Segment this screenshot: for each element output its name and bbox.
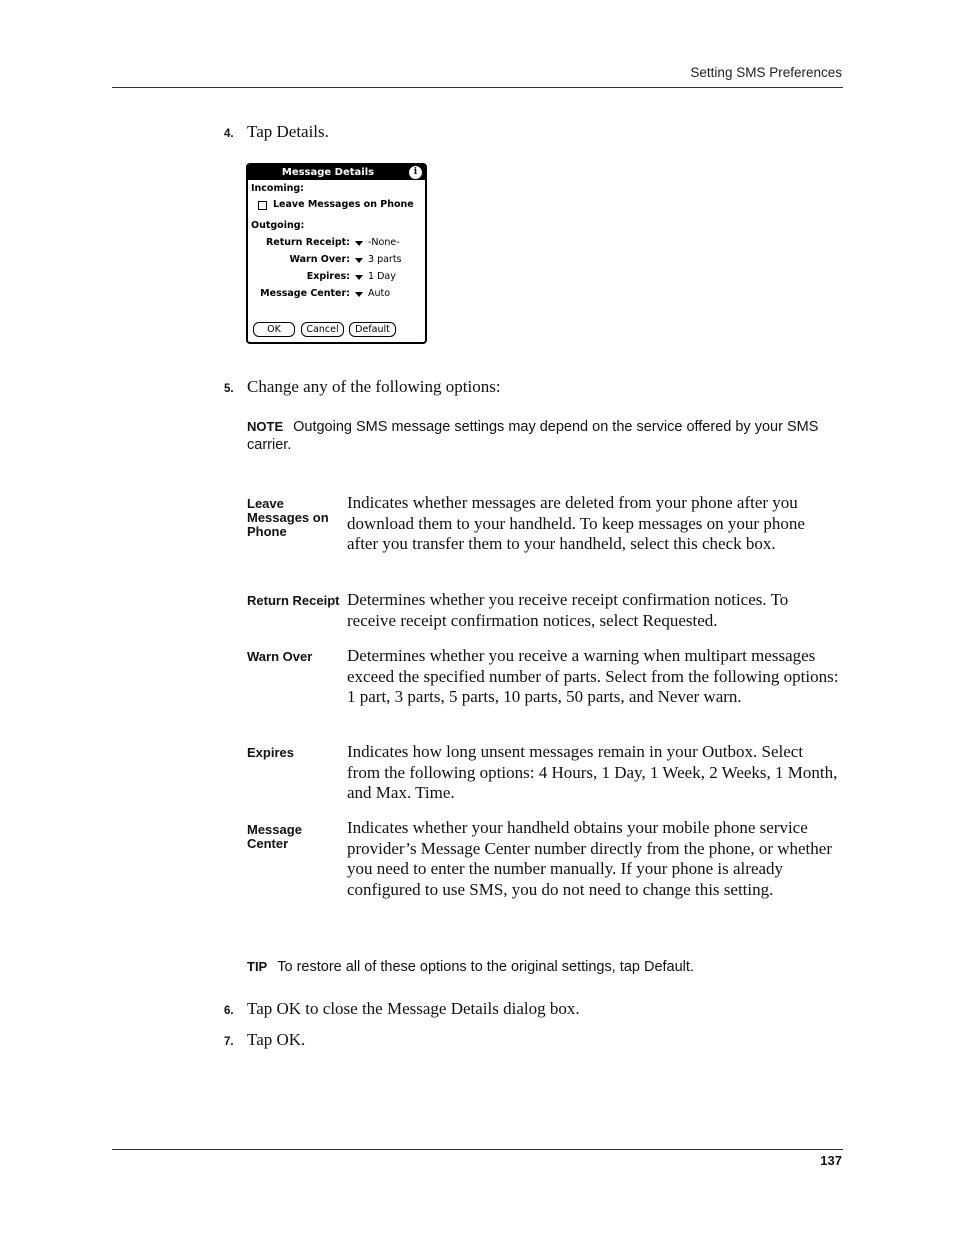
definition-description: Indicates how long unsent messages remain in your Outbox. Select from the following options: 4 Hours, 1 Day, 1 Week, 2 Weeks, 1 Month, and Max. Time. xyxy=(347,742,838,802)
expires-value[interactable]: 1 Day xyxy=(368,271,396,282)
definition-term: Leave Messages on Phone xyxy=(247,496,329,539)
step-number: 4. xyxy=(224,128,234,140)
tip-text: To restore all of these options to the original settings, tap Default. xyxy=(277,959,694,975)
definition-term: Message Center xyxy=(247,822,302,851)
expires-dropdown-arrow-icon[interactable] xyxy=(355,275,363,280)
return-receipt-label: Return Receipt: xyxy=(265,237,350,248)
step-7 xyxy=(224,1030,305,1050)
step-6 xyxy=(224,999,580,1019)
footer-rule xyxy=(112,1149,843,1150)
leave-messages-checkbox[interactable] xyxy=(258,201,267,210)
step-5 xyxy=(224,377,501,397)
definition-term: Expires xyxy=(247,745,294,760)
expires-label: Expires: xyxy=(306,271,350,282)
message-center-label: Message Center: xyxy=(260,288,350,299)
note-block xyxy=(247,418,837,454)
step-text: Change any of the following options: xyxy=(247,377,501,396)
dialog-title: Message Details xyxy=(281,167,375,178)
dialog-title-bar xyxy=(248,165,425,180)
running-header: Setting SMS Preferences xyxy=(690,65,842,80)
step-number: 5. xyxy=(224,383,234,395)
leave-messages-label[interactable]: Leave Messages on Phone xyxy=(273,199,414,210)
step-text: Tap OK to close the Message Details dialog box. xyxy=(247,999,580,1018)
default-button[interactable]: Default xyxy=(349,322,396,337)
header-rule xyxy=(112,87,843,88)
step-number: 7. xyxy=(224,1036,234,1048)
tip-block xyxy=(247,958,837,976)
outgoing-label: Outgoing: xyxy=(251,220,305,231)
definition-description: Indicates whether your handheld obtains your mobile phone service provider’s Message Center number directly from the phone, or whether you need to enter the number manually. If your phone is already configured to use SMS, you do not need to change this setting. xyxy=(347,818,832,899)
incoming-label: Incoming: xyxy=(251,183,304,194)
return-receipt-value[interactable]: -None- xyxy=(368,237,400,248)
ok-button[interactable]: OK xyxy=(253,322,295,337)
definition-description: Indicates whether messages are deleted from your phone after you download them to your handheld. To keep messages on your phone after you transfer them to your handheld, select this check box. xyxy=(347,493,805,553)
info-icon[interactable]: i xyxy=(409,166,422,179)
step-text: Tap OK. xyxy=(247,1030,306,1049)
step-text: Tap Details. xyxy=(247,122,329,141)
note-tag: NOTE xyxy=(247,419,284,434)
definition-term: Return Receipt xyxy=(247,593,340,608)
message-center-dropdown-arrow-icon[interactable] xyxy=(355,292,363,297)
warn-over-dropdown-arrow-icon[interactable] xyxy=(355,258,363,263)
message-center-value[interactable]: Auto xyxy=(368,288,391,299)
cancel-button[interactable]: Cancel xyxy=(301,322,344,337)
step-4 xyxy=(224,122,329,142)
definition-description: Determines whether you receive a warning when multipart messages exceed the specified number of parts. Select from the following options: 1 part, 3 parts, 5 parts, 10 parts, 50 parts, and Never warn. xyxy=(347,646,839,706)
note-text: Outgoing SMS message settings may depend on the service offered by your SMS carrier. xyxy=(247,419,819,453)
return-receipt-dropdown-arrow-icon[interactable] xyxy=(355,241,363,246)
step-number: 6. xyxy=(224,1005,234,1017)
warn-over-value[interactable]: 3 parts xyxy=(368,254,402,265)
tip-tag: TIP xyxy=(247,959,268,974)
message-details-dialog xyxy=(246,163,427,344)
definition-term: Warn Over xyxy=(247,649,313,664)
page-number: 137 xyxy=(820,1153,842,1168)
definition-description: Determines whether you receive receipt confirmation notices. To receive receipt confirmation notices, select Requested. xyxy=(347,590,789,630)
warn-over-label: Warn Over: xyxy=(289,254,350,265)
